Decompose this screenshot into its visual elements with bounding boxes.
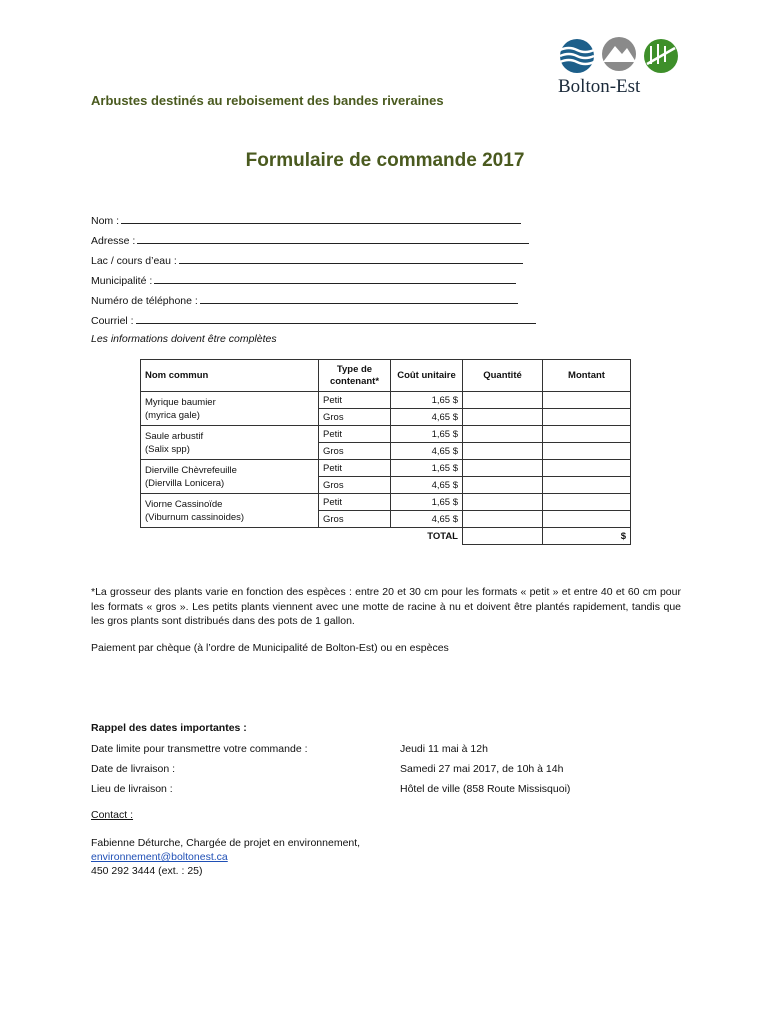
quantity-cell[interactable] <box>463 443 543 460</box>
municipality-field[interactable] <box>91 273 516 287</box>
address-field[interactable] <box>91 233 529 247</box>
contact-heading: Contact : <box>91 809 134 821</box>
unit-price: 4,65 $ <box>391 477 463 494</box>
form-subtitle: Arbustes destinés au reboisement des bandes riveraines <box>91 93 444 108</box>
container-type: Gros <box>319 477 391 494</box>
col-header: Nom commun <box>141 360 319 392</box>
quantity-cell[interactable] <box>463 511 543 528</box>
unit-price: 1,65 $ <box>391 392 463 409</box>
deadline-label: Date limite pour transmettre votre commande : <box>91 743 308 755</box>
amount-cell[interactable] <box>543 409 631 426</box>
unit-price: 1,65 $ <box>391 460 463 477</box>
field-label: Municipalité : <box>91 275 153 287</box>
contact-phone: 450 292 3444 (ext. : 25) <box>91 865 203 877</box>
plant-name: Myrique baumier <box>145 396 216 408</box>
col-header: Montant <box>543 360 631 392</box>
total-amount-cell[interactable]: $ <box>543 528 631 545</box>
contact-email-link[interactable]: environnement@boltonest.ca <box>91 851 228 863</box>
table-row <box>141 426 631 443</box>
plant-latin: (Viburnum cassinoides) <box>145 511 245 523</box>
total-row <box>141 528 631 545</box>
container-type: Petit <box>319 494 391 511</box>
plant-name: Dierville Chèvrefeuille <box>145 464 237 476</box>
logo-graphic <box>555 34 683 78</box>
plant-latin: (myrica gale) <box>145 409 200 421</box>
field-label: Lac / cours d’eau : <box>91 255 177 267</box>
total-label: TOTAL <box>391 528 463 545</box>
unit-price: 4,65 $ <box>391 511 463 528</box>
table-row <box>141 460 631 477</box>
container-type: Gros <box>319 409 391 426</box>
quantity-cell[interactable] <box>463 494 543 511</box>
unit-price: 1,65 $ <box>391 426 463 443</box>
info-note: Les informations doivent être complètes <box>91 333 277 345</box>
unit-price: 4,65 $ <box>391 409 463 426</box>
col-header: Quantité <box>463 360 543 392</box>
amount-cell[interactable] <box>543 494 631 511</box>
table-row <box>141 494 631 511</box>
lake-input-line[interactable] <box>179 253 523 264</box>
contact-name: Fabienne Déturche, Chargée de projet en environnement, <box>91 837 361 849</box>
delivery-date-value: Samedi 27 mai 2017, de 10h à 14h <box>400 763 564 775</box>
order-table <box>140 359 631 545</box>
col-header: Coût unitaire <box>391 360 463 392</box>
amount-cell[interactable] <box>543 460 631 477</box>
unit-price: 4,65 $ <box>391 443 463 460</box>
container-type: Gros <box>319 443 391 460</box>
unit-price: 1,65 $ <box>391 494 463 511</box>
rappel-heading: Rappel des dates importantes : <box>91 722 247 734</box>
amount-cell[interactable] <box>543 443 631 460</box>
plant-latin: (Diervilla Lonicera) <box>145 477 225 489</box>
bolton-est-logo <box>555 34 683 100</box>
plant-name: Viorne Cassinoïde <box>145 498 223 510</box>
lake-field[interactable] <box>91 253 523 267</box>
phone-field[interactable] <box>91 293 518 307</box>
delivery-place-label: Lieu de livraison : <box>91 783 173 795</box>
container-type: Petit <box>319 426 391 443</box>
table-header-row <box>141 360 631 392</box>
total-quantity-cell[interactable] <box>463 528 543 545</box>
logo-text: Bolton-Est <box>558 76 641 97</box>
field-label: Nom : <box>91 215 120 227</box>
payment-note: Paiement par chèque (à l’ordre de Municipalité de Bolton-Est) ou en espèces <box>91 642 449 654</box>
quantity-cell[interactable] <box>463 409 543 426</box>
plant-latin: (Salix spp) <box>145 443 190 455</box>
deadline-value: Jeudi 11 mai à 12h <box>400 743 488 755</box>
size-footnote: *La grosseur des plants varie en fonction des espèces : entre 20 et 30 cm pour les formats « petit » et entre 40 et 60 cm pour les formats « gros ». Les petits plants viennent avec une motte de racine à nu et doivent être plantés rapidement, tandis que les gros plants sont distribués dans des pots de 1 gallon. <box>91 586 681 627</box>
quantity-cell[interactable] <box>463 477 543 494</box>
field-label: Courriel : <box>91 315 134 327</box>
plant-name: Saule arbustif <box>145 430 204 442</box>
quantity-cell[interactable] <box>463 460 543 477</box>
col-header: Type de contenant* <box>319 360 391 392</box>
quantity-cell[interactable] <box>463 426 543 443</box>
plant-name-cell <box>141 460 319 494</box>
phone-input-line[interactable] <box>200 293 518 304</box>
plant-name-cell <box>141 426 319 460</box>
delivery-date-label: Date de livraison : <box>91 763 176 775</box>
plant-name-cell <box>141 494 319 528</box>
email-field[interactable] <box>91 313 536 327</box>
container-type: Petit <box>319 460 391 477</box>
field-label: Numéro de téléphone : <box>91 295 198 307</box>
plant-name-cell <box>141 392 319 426</box>
amount-cell[interactable] <box>543 511 631 528</box>
name-input-line[interactable] <box>121 213 521 224</box>
name-field[interactable] <box>91 213 521 227</box>
amount-cell[interactable] <box>543 426 631 443</box>
page-title: Formulaire de commande 2017 <box>245 150 525 171</box>
container-type: Petit <box>319 392 391 409</box>
quantity-cell[interactable] <box>463 392 543 409</box>
municipality-input-line[interactable] <box>154 273 516 284</box>
email-input-line[interactable] <box>136 313 536 324</box>
amount-cell[interactable] <box>543 392 631 409</box>
address-input-line[interactable] <box>137 233 529 244</box>
field-label: Adresse : <box>91 235 136 247</box>
table-row <box>141 392 631 409</box>
delivery-place-value: Hôtel de ville (858 Route Missisquoi) <box>400 783 571 795</box>
container-type: Gros <box>319 511 391 528</box>
amount-cell[interactable] <box>543 477 631 494</box>
